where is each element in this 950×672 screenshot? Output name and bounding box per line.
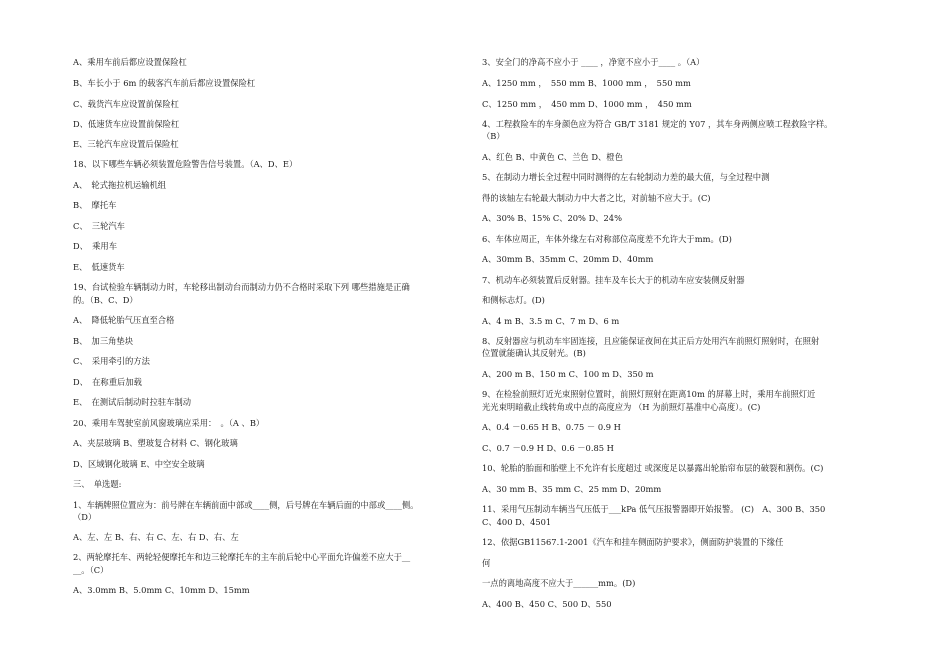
text-line: 得的该轴左右轮最大制动力中大者之比，对前轴不应大于。(C) xyxy=(482,193,711,203)
text-line: D、 乘用车 xyxy=(73,241,117,251)
text-line: A、400 B、450 C、500 D、550 xyxy=(482,599,612,609)
text-line: C、1250 mm ， 450 mm D、1000 mm ， 450 mm xyxy=(482,99,692,109)
question-18: 18、以下哪些车辆必须装置危险警告信号装置。（A、D、E） xyxy=(73,159,298,169)
text-line: 一点的离地高度不应大于______mm。(D) xyxy=(482,578,636,588)
question-8: 8、反射器应与机动车牢固连接，且应能保证夜间在其正后方处用汽车前照灯照射时，在照射 xyxy=(482,336,820,346)
question-9: 9、在检验前照灯近光束照射位置时，前照灯照射在距离10m 的屏幕上时，乘用车前照灯近 xyxy=(482,389,816,399)
text-line: A、30 mm B、35 mm C、25 mm D、20mm xyxy=(482,484,662,494)
text-line: D、低速货车应设置前保险杠 xyxy=(73,119,180,129)
question-4: 4、工程救险车的车身颜色应为符合 GB/T 3181 规定的 Y07 ，其车身两侧应喷工程救险字样。 xyxy=(482,119,833,129)
question-3: 3、安全门的净高不应小于 ____ ，净宽不应小于____ 。（A） xyxy=(482,57,705,67)
text-line: （D） xyxy=(73,512,97,522)
text-line: A、200 m B、150 m C、100 m D、350 m xyxy=(482,369,654,379)
text-line: C、0.7 －0.9 H D、0.6 －0.85 H xyxy=(482,443,614,453)
text-line: A、红色 B、中黄色 C、兰色 D、橙色 xyxy=(482,152,623,162)
text-line: A、0.4 －0.65 H B、0.75 － 0.9 H xyxy=(482,422,621,432)
question-2: 2、两轮摩托车、两轮轻便摩托车和边三轮摩托车的主车前后轮中心平面允许偏差不应大于__ xyxy=(73,552,411,562)
question-19: 19、台试检验车辆制动力时，车轮移出制动台而制动力仍不合格时采取下列 哪些措施是正确 xyxy=(73,282,410,292)
text-line: A、1250 mm ， 550 mm B、1000 mm ， 550 mm xyxy=(482,78,691,88)
question-1: 1、车辆牌照位置应为：前号牌在车辆前面中部或____侧，后号牌在车辆后面的中部或____侧。 xyxy=(73,500,419,510)
text-line: 何 xyxy=(482,558,491,568)
section-heading: 三、 单选题: xyxy=(73,479,122,489)
text-line: A、 轮式拖拉机运输机组 xyxy=(73,180,167,190)
text-line: 和侧标志灯。(D) xyxy=(482,295,545,305)
text-line: C、 采用牵引的方法 xyxy=(73,356,150,366)
text-line: A、3.0mm B、5.0mm C、10mm D、15mm xyxy=(73,585,250,595)
text-line: A、4 m B、3.5 m C、7 m D、6 m xyxy=(482,316,620,326)
text-line: A、左、左 B、右、右 C、左、右 D、右、左 xyxy=(73,532,239,542)
text-line: E、三轮汽车应设置后保险杠 xyxy=(73,139,179,149)
question-7: 7、机动车必须装置后反射器。挂车及车长大于的机动车应安装侧反射器 xyxy=(482,275,745,285)
text-line: 光光束明暗截止线转角或中点的高度应为 （H 为前照灯基准中心高度）。(C) xyxy=(482,402,761,412)
text-line: A、夹层玻璃 B、塑玻复合材料 C、钢化玻璃 xyxy=(73,438,238,448)
text-line: B、 加三角垫块 xyxy=(73,336,134,346)
question-5: 5、在制动力增长全过程中同时测得的左右轮制动力差的最大值，与全过程中测 xyxy=(482,172,770,182)
text-line: C、400 D、4501 xyxy=(482,517,552,527)
text-line: B、车长小于 6m 的载客汽车前后都应设置保险杠 xyxy=(73,78,256,88)
text-line: A、30mm B、35mm C、20mm D、40mm xyxy=(482,254,654,264)
text-line: E、 低速货车 xyxy=(73,262,125,272)
question-6: 6、车体应周正，车体外缘左右对称部位高度差不允许大于mm。(D) xyxy=(482,234,732,244)
question-11: 11、采用气压制动车辆当气压低于___kPa 低气压报警器即开始报警。 (C) A、300 B、350 xyxy=(482,504,826,514)
text-line: D、区域钢化玻璃 E、中空安全玻璃 xyxy=(73,459,205,469)
text-line: （B） xyxy=(482,131,505,141)
question-10: 10、轮胎的胎面和胎壁上不允许有长度超过 或深度足以暴露出轮胎帘布层的破裂和割伤。(C) xyxy=(482,463,824,473)
question-20: 20、乘用车驾驶室前风窗玻璃应采用： 。（A 、B） xyxy=(73,418,265,428)
text-line: C、载货汽车应设置前保险杠 xyxy=(73,99,179,109)
text-line: 的。（B、C、D） xyxy=(73,295,138,305)
text-line: 位置就能确认其反射光。(B) xyxy=(482,348,586,358)
text-line: C、 三轮汽车 xyxy=(73,221,125,231)
text-line: A、乘用车前后都应设置保险杠 xyxy=(73,57,187,67)
text-line: A、 降低轮胎气压直至合格 xyxy=(73,315,175,325)
text-line: E、 在测试后制动时拉驻车制动 xyxy=(73,397,192,407)
question-12: 12、依据GB11567.1-2001《汽车和挂车侧面防护要求》，侧面防护装置的下缘任 xyxy=(482,537,784,547)
text-line: A、30% B、15% C、20% D、24% xyxy=(482,213,622,223)
text-line: __。（C） xyxy=(73,565,109,575)
text-line: D、 在称重后加载 xyxy=(73,377,142,387)
text-line: B、 摩托车 xyxy=(73,200,117,210)
